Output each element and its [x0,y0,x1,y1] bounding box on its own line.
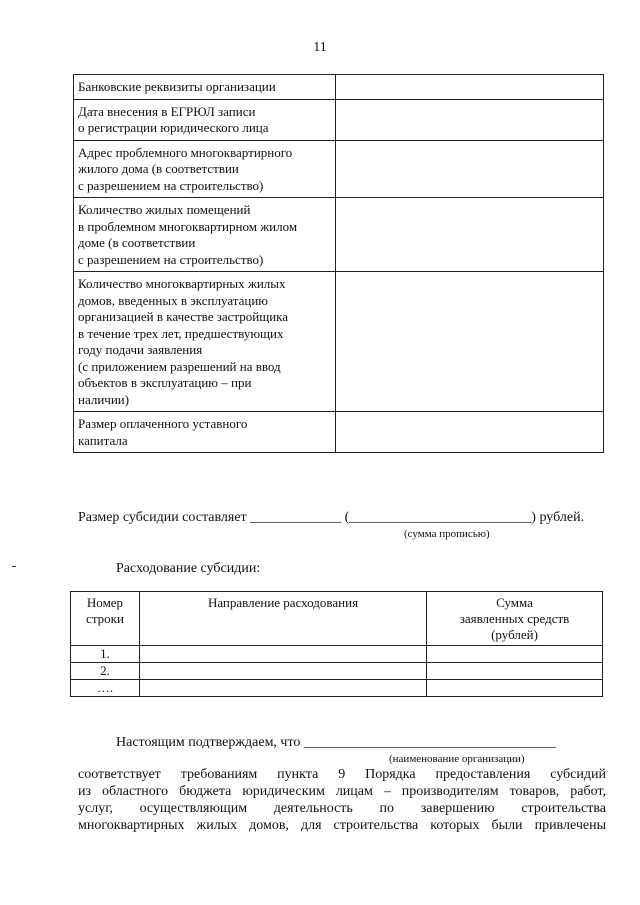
header-row-number [71,592,140,646]
row-label [74,272,336,412]
value-cell [336,140,604,198]
label-line: в проблемном многоквартирном жилом [78,218,298,234]
paragraph-line: многоквартирных жилых домов, для строительства которых были привлечены [78,818,606,833]
organization-name-caption: (наименование организации) [389,753,525,765]
confirmation-line: Настоящим подтверждаем, что ____________________________________ [116,735,556,750]
spending-title: Расходование субсидии: [116,561,261,576]
label-line: в течение трех лет, предшествующих [78,325,284,341]
paragraph-line: услуг, осуществляющим деятельность по завершению строительства [78,801,606,816]
header-direction [140,592,427,646]
label-line: году подачи заявления [78,342,203,357]
row-label [74,198,336,272]
row-label [74,75,336,100]
label-line: Банковские реквизиты организации [78,79,276,94]
amount-cell [427,680,603,697]
margin-mark [12,566,16,567]
row-number: …. [71,680,140,697]
label-line: о регистрации юридического лица [78,120,269,135]
row-label [74,140,336,198]
header-line: Номер [86,595,124,610]
table-row [74,75,604,100]
value-cell [336,198,604,272]
label-line: с разрешением на строительство) [78,177,264,193]
table-header-row [71,592,603,646]
header-amount [427,592,603,646]
table-row [74,272,604,412]
label-line: с разрешением на строительство) [78,251,264,267]
header-line: (рублей) [491,627,538,642]
table-row [74,140,604,198]
label-line: объектов в эксплуатацию – при [78,375,252,390]
label-line: домов, введенных в эксплуатацию [78,292,268,308]
table-row [74,412,604,453]
value-cell [336,412,604,453]
row-number: 1. [71,646,140,663]
header-line: Направление расходования [207,595,359,610]
amount-cell [427,646,603,663]
label-line: Адрес проблемного многоквартирного [78,144,293,160]
subsidy-amount-caption: (сумма прописью) [404,528,490,540]
direction-cell [140,680,427,697]
label-line: Количество жилых помещений [78,202,251,217]
label-line: наличии) [78,391,130,407]
value-cell [336,272,604,412]
header-line: заявленных средств [459,611,570,626]
label-line: (с приложением разрешений на ввод [78,358,281,374]
body-paragraph [78,766,606,834]
label-line: капитала [78,432,128,448]
page-number: 11 [313,40,327,55]
row-label [74,412,336,453]
row-number: 2. [71,663,140,680]
direction-cell [140,663,427,680]
amount-cell [427,663,603,680]
organization-info-table [73,74,604,453]
table-row [74,99,604,140]
subsidy-amount-line: Размер субсидии составляет _____________ (__________________________) рублей. [78,510,585,525]
header-line: строки [86,611,124,626]
expense-table [70,591,603,697]
value-cell [336,99,604,140]
label-line: доме (в соответствии [78,235,196,250]
paragraph-line: из областного бюджета юридическим лицам – производителям товаров, работ, [78,784,606,799]
table-row [74,198,604,272]
label-line: жилого дома (в соответствии [78,161,239,176]
value-cell [336,75,604,100]
paragraph-line: соответствует требованиям пункта 9 Порядка предоставления субсидий [78,767,606,782]
direction-cell [140,646,427,663]
label-line: Количество многоквартирных жилых [78,276,286,291]
table-row [71,646,603,663]
table-row [71,680,603,697]
label-line: Дата внесения в ЕГРЮЛ записи [78,103,256,119]
label-line: Размер оплаченного уставного [78,416,248,431]
label-line: организацией в качестве застройщика [78,309,289,324]
row-label [74,99,336,140]
header-line: Сумма [496,595,533,610]
table-row [71,663,603,680]
